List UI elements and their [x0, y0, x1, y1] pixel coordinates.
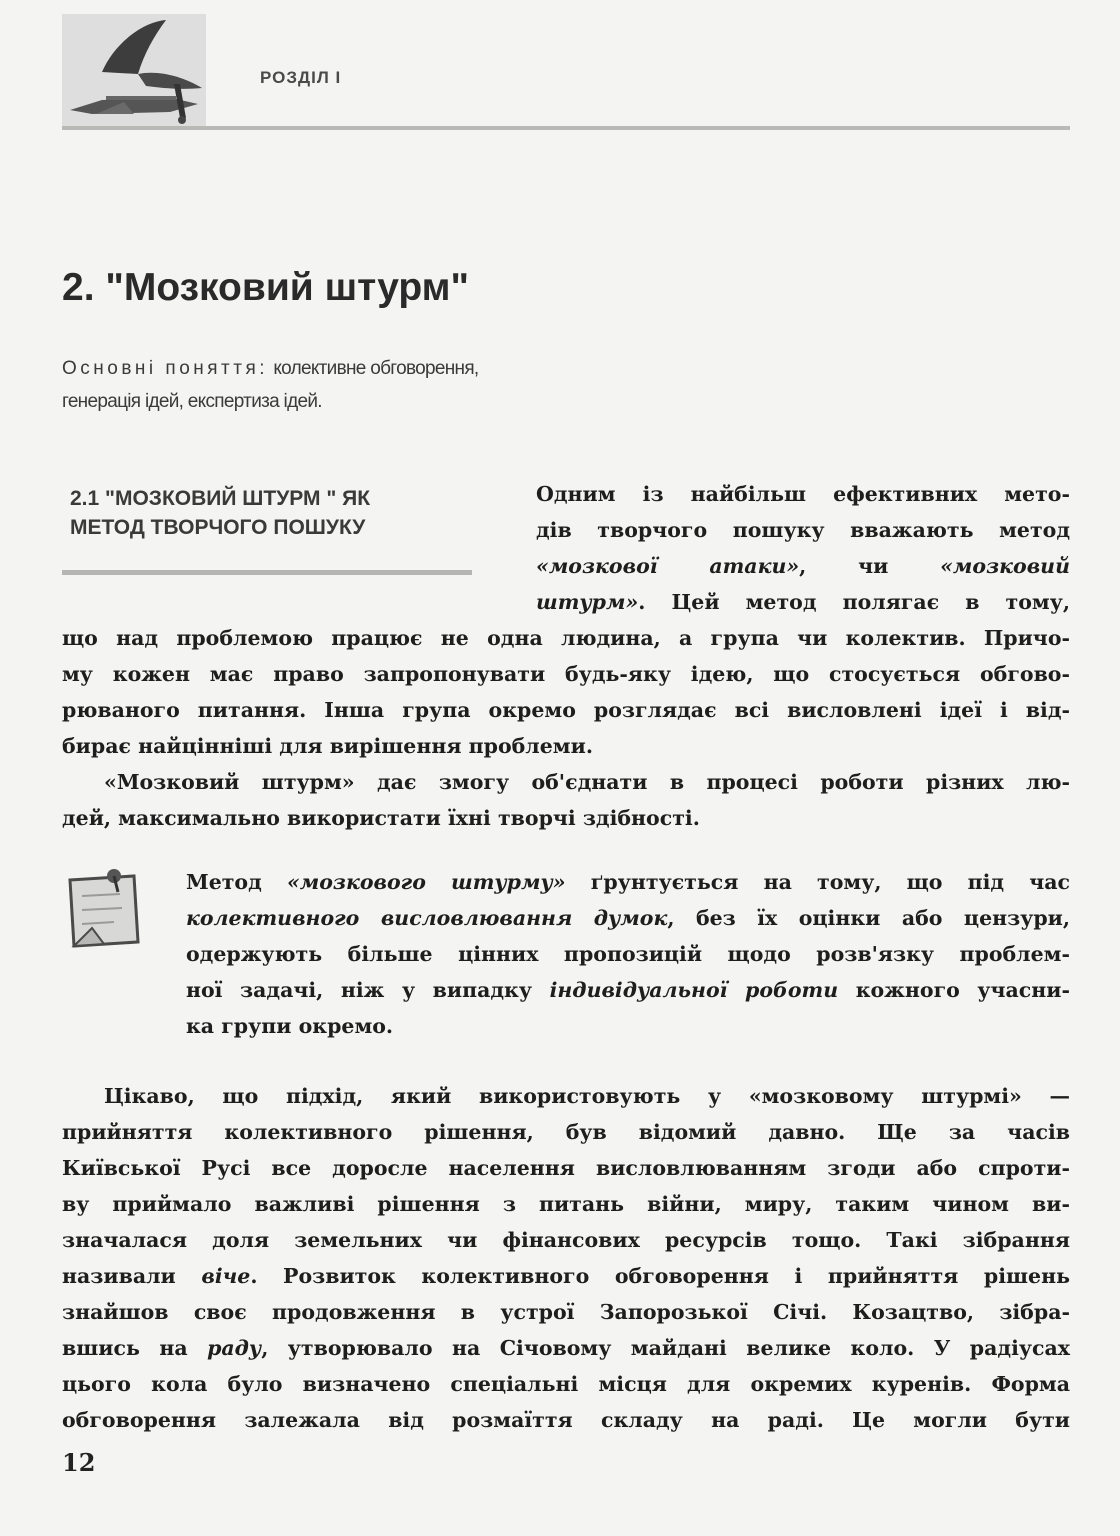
key-concepts	[62, 352, 682, 418]
term-collective-expression: колективного висловлювання думок	[186, 906, 668, 930]
definition-note	[186, 864, 1070, 1044]
text-line: колективного висловлювання думок, без їх оцінки або цензури,	[186, 906, 1071, 930]
text-line: рюваного питання. Інша група окремо розглядає всі висловлені ідеї і від-	[62, 698, 1070, 722]
text-line: Одним із найбільш ефективних мето-	[536, 482, 1070, 506]
text-line: дей, максимально використати їхні творчі здібності.	[62, 806, 700, 830]
text-line: цього кола було визначено спеціальні місця для окремих куренів. Форма	[62, 1372, 1070, 1396]
text-line: му кожен має право запропонувати будь-яку ідею, що стосується обгово-	[62, 662, 1070, 686]
key-concepts-label: Основні поняття:	[62, 358, 269, 379]
text-line: називали віче. Розвиток колективного обговорення і прийняття рішень	[62, 1264, 1070, 1288]
text-line: «Мозковий штурм» дає змогу об'єднати в процесі роботи різних лю-	[104, 770, 1070, 794]
text-line: значалася доля земельних чи фінансових ресурсів тощо. Такі зібрання	[62, 1228, 1070, 1252]
text-line: що над проблемою працює не одна людина, а група чи колектив. Причо-	[62, 626, 1070, 650]
text-line: обговорення залежала від розмаїття складу на раді. Це могли бути	[62, 1408, 1070, 1432]
chapter-title: 2. "Мозковий штурм"	[62, 266, 470, 309]
text-line: одержують більше цінних пропозицій щодо розв'язку проблем-	[186, 942, 1070, 966]
subheading-line1: 2.1 "МОЗКОВИЙ ШТУРМ " ЯК	[70, 487, 371, 510]
paragraph-1-top	[536, 476, 1070, 620]
text-line: прийняття колективного рішення, був відомий давно. Ще за часів	[62, 1120, 1070, 1144]
header-divider	[62, 126, 1070, 130]
text-line: «мозкової атаки», чи «мозковий	[536, 554, 1070, 578]
page-number: 12	[62, 1448, 96, 1477]
text-line: ка групи окремо.	[186, 1014, 394, 1038]
text-line: бирає найцінніші для вирішення проблеми.	[62, 734, 593, 758]
flying-machine-illustration	[62, 14, 206, 128]
pinned-note-icon	[64, 866, 148, 950]
key-concepts-line1: колективне обговорення,	[273, 358, 479, 379]
term-individual-work: індивідуальної роботи	[549, 978, 839, 1002]
paragraph-2	[62, 764, 1070, 836]
key-concepts-line2: генерація ідей, експертиза ідей.	[62, 391, 322, 412]
text-line: ву приймало важливі рішення з питань війни, миру, таким чином ви-	[62, 1192, 1070, 1216]
text-line: Київської Русі все доросле населення висловлюванням згоди або спроти-	[62, 1156, 1070, 1180]
term-rada: раду	[207, 1336, 262, 1360]
subheading-divider	[62, 570, 472, 575]
text-line: знайшов своє продовження в устрої Запорозької Січі. Козацтво, зібра-	[62, 1300, 1070, 1324]
paragraph-1-bottom	[62, 620, 1070, 764]
text-line: штурм». Цей метод полягає в тому,	[536, 590, 1070, 614]
text-line: дів творчого пошуку вважають метод	[536, 518, 1070, 542]
term-brainstorm-end: штурм»	[536, 590, 639, 614]
section-subheading	[70, 484, 470, 542]
text-line: ної задачі, ніж у випадку індивідуальної роботи кожного учасни-	[186, 978, 1070, 1002]
text-line: Цікаво, що підхід, який використовують у «мозковому штурмі» —	[104, 1084, 1070, 1108]
term-viche: віче	[201, 1264, 251, 1288]
term-brainstorm-method: «мозкового штурму»	[286, 870, 566, 894]
term-brain-attack: «мозкової атаки»	[536, 554, 800, 578]
paragraph-3	[62, 1078, 1070, 1438]
text-line: Метод «мозкового штурму» ґрунтується на тому, що під час	[186, 870, 1071, 894]
section-label: РОЗДІЛ І	[260, 68, 342, 87]
term-brainstorm: «мозковий	[940, 554, 1070, 578]
text-line: вшись на раду, утворювало на Січовому майдані велике коло. У радіусах	[62, 1336, 1070, 1360]
subheading-line2: МЕТОД ТВОРЧОГО ПОШУКУ	[70, 516, 366, 539]
